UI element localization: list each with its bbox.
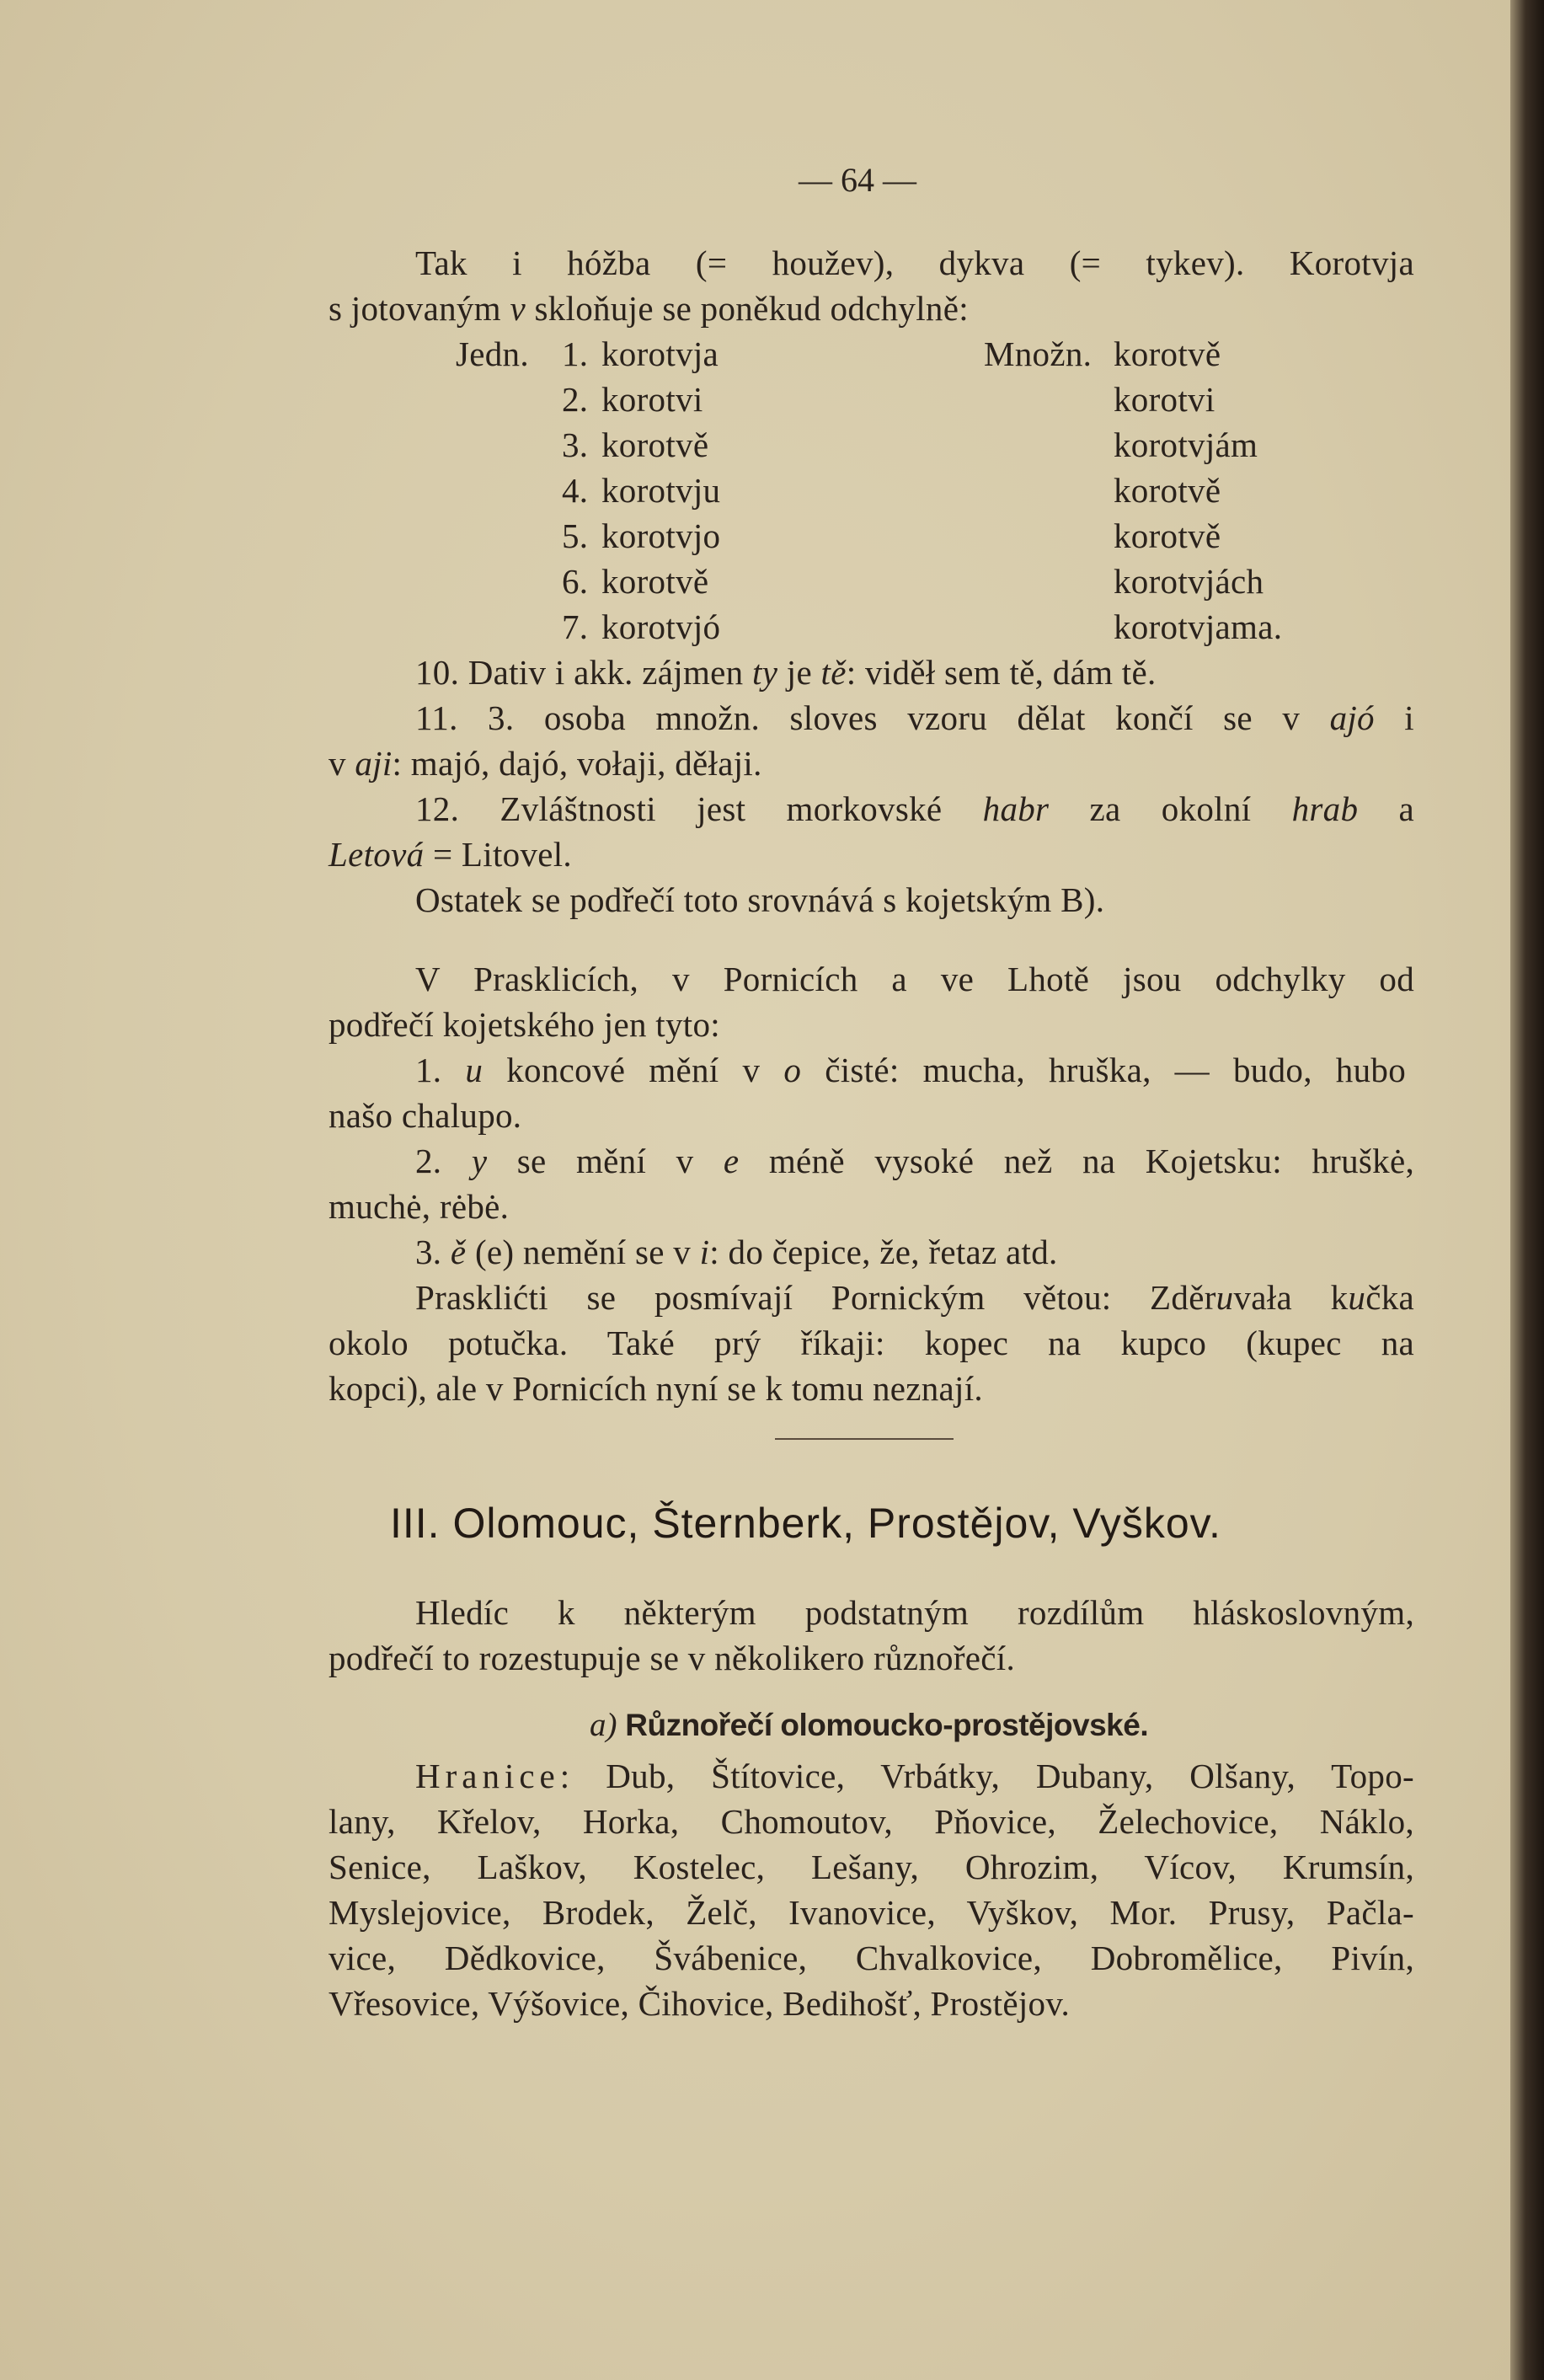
text-span: : majó, dajó, vołaji, děłaji. [392, 744, 762, 783]
italic-span: habr [982, 789, 1050, 828]
row-number: 3. [562, 425, 589, 464]
text-span: a [1358, 789, 1414, 828]
row-number: 7. [562, 607, 589, 646]
row-number: 2. [562, 380, 589, 419]
italic-span: u [1348, 1278, 1366, 1317]
border-list-line-1 [415, 1754, 1414, 1798]
mock-line-2: okolo potučka. Také prý říkaji: kopec na kupco (kupec na [329, 1324, 1414, 1362]
note-10 [415, 650, 1157, 694]
plural-form: korotvě [1114, 334, 1221, 373]
text-span: : Dub, Štítovice, Vrbátky, Dubany, Olšany, Topo- [559, 1757, 1414, 1795]
note-rest: Ostatek se podřečí toto srovnává s kojetským B). [415, 880, 1105, 919]
row-number: 1. [562, 334, 589, 373]
singular-form: korotvju [601, 471, 721, 510]
section-heading: III. Olomouc, Šternberk, Prostějov, Vyškov. [390, 1500, 1221, 1547]
section-divider [775, 1438, 954, 1440]
text-span: 10. Dativ i akk. zájmen [415, 653, 753, 692]
text-span: 11. 3. osoba množn. sloves vzoru dělat končí se v [415, 698, 1330, 737]
text-span: = Litovel. [424, 835, 572, 874]
italic-span: y [471, 1142, 488, 1180]
border-list-line-6: Vřesovice, Výšovice, Čihovice, Bedihošť, Prostějov. [329, 1984, 1071, 2023]
mock-line-1 [415, 1276, 1414, 1319]
subsection-title: Různořečí olomoucko-prostějovské. [625, 1708, 1149, 1742]
section-intro-line-2: podřečí to rozestupuje se v několikero různořečí. [329, 1639, 1016, 1677]
text-span: vała k [1233, 1278, 1349, 1317]
prasklice-item-1 [415, 1048, 1406, 1092]
prasklice-line-2: podřečí kojetského jen tyto: [329, 1005, 720, 1044]
singular-form: korotvi [601, 380, 703, 419]
subsection-heading [590, 1703, 1148, 1747]
border-label: Hranice [415, 1757, 560, 1795]
italic-span: aji [355, 744, 393, 783]
border-list-line-2: lany, Křelov, Horka, Chomoutov, Pňovice, Želechovice, Náklo, [329, 1802, 1414, 1841]
text-span: čisté: mucha, hruška, — budo, hubo [801, 1051, 1407, 1089]
page-number: — 64 — [799, 161, 916, 199]
text-span: i [1374, 698, 1414, 737]
plural-label: Množn. [984, 334, 1093, 373]
row-number: 6. [562, 562, 589, 601]
row-number: 4. [562, 471, 589, 510]
text-span: koncové mění v [483, 1051, 784, 1089]
intro-line-2 [329, 286, 969, 330]
text-span: s jotovaným [329, 289, 510, 328]
prasklice-item-2-cont: muchė, rėbė. [329, 1187, 510, 1226]
singular-form: korotvjó [601, 607, 721, 646]
book-gutter [1510, 0, 1544, 2380]
text-span: méně vysoké než na Kojetsku: hruškė, [739, 1142, 1415, 1180]
subsection-letter: a) [590, 1707, 617, 1743]
italic-span: u [465, 1051, 484, 1089]
note-11-line-1 [415, 696, 1414, 740]
singular-form: korotvjo [601, 516, 721, 555]
text-span: Prasklićti se posmívají Pornickým větou: Zděr [415, 1278, 1216, 1317]
text-span: skloňuje se poněkud odchylně: [525, 289, 969, 328]
note-11-line-2 [329, 741, 762, 785]
italic-span: u [1215, 1278, 1234, 1317]
plural-form: korotvě [1114, 471, 1221, 510]
italic-span: ajó [1329, 698, 1375, 737]
text-span: 2. [415, 1142, 472, 1180]
text-span: 1. [415, 1051, 466, 1089]
intro-line-1: Tak i hóžba (= houžev), dykva (= tykev). Korotvja [415, 243, 1414, 282]
text-span: : do čepice, že, řetaz atd. [709, 1233, 1058, 1271]
prasklice-item-3 [415, 1230, 1058, 1274]
prasklice-item-1-cont: našo chalupo. [329, 1096, 522, 1135]
plural-form: korotvjama. [1114, 607, 1283, 646]
plural-form: korotvjám [1114, 425, 1258, 464]
text-span: se mění v [487, 1142, 724, 1180]
italic-span: Letová [329, 835, 425, 874]
text-span: je [777, 653, 821, 692]
plural-form: korotvě [1114, 516, 1221, 555]
italic-span: i [699, 1233, 710, 1271]
border-list-line-4: Myslejovice, Brodek, Želč, Ivanovice, Vyškov, Mor. Prusy, Pačla- [329, 1893, 1414, 1932]
singular-label: Jedn. [456, 334, 529, 373]
singular-form: korotvě [601, 425, 709, 464]
italic-span: ě [450, 1233, 467, 1271]
singular-form: korotvja [601, 334, 719, 373]
singular-form: korotvě [601, 562, 709, 601]
italic-span: e [723, 1142, 740, 1180]
italic-span: o [783, 1051, 802, 1089]
prasklice-item-2 [415, 1139, 1414, 1183]
text-span: 12. Zvláštnosti jest morkovské [415, 789, 983, 828]
border-list-line-5: vice, Dědkovice, Švábenice, Chvalkovice, Dobromělice, Pivín, [329, 1939, 1414, 1977]
text-span: (e) nemění se v [466, 1233, 700, 1271]
row-number: 5. [562, 516, 589, 555]
plural-form: korotvjách [1114, 562, 1264, 601]
border-list-line-3: Senice, Laškov, Kostelec, Lešany, Ohrozim, Vícov, Krumsín, [329, 1848, 1414, 1886]
mock-line-3: kopci), ale v Pornicích nyní se k tomu neznají. [329, 1369, 983, 1408]
text-span: v [329, 744, 355, 783]
text-span: : viděł sem tě, dám tě. [846, 653, 1157, 692]
prasklice-line-1: V Prasklicích, v Pornicích a ve Lhotě jsou odchylky od [415, 960, 1414, 998]
italic-span: v [510, 289, 526, 328]
text-span: čka [1365, 1278, 1414, 1317]
italic-span: ty [752, 653, 778, 692]
italic-span: hrab [1291, 789, 1359, 828]
section-intro-line-1: Hledíc k některým podstatným rozdílům hláskoslovným, [415, 1593, 1414, 1632]
note-12-line-1 [415, 787, 1414, 831]
italic-span: tě [820, 653, 847, 692]
text-span: 3. [415, 1233, 451, 1271]
text-span: za okolní [1049, 789, 1292, 828]
plural-form: korotvi [1114, 380, 1215, 419]
note-12-line-2 [329, 832, 572, 876]
